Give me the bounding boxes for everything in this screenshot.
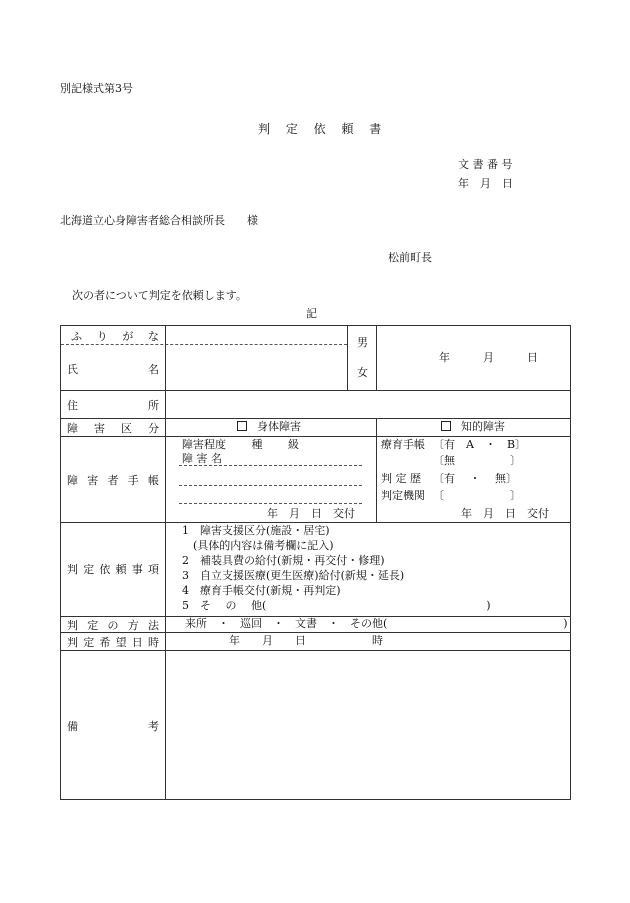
date-line: 年 月 日 [458, 177, 513, 190]
address-label: 住 所 [67, 399, 159, 412]
desired-datetime-input[interactable]: 年 月 日 時 [229, 634, 383, 647]
intellectual-disability-option[interactable]: 知的障害 [441, 420, 505, 434]
request-item-5[interactable]: 5 そ の 他( ) [182, 599, 491, 612]
name-label: 氏 名 [67, 363, 159, 376]
ryoiku-handbook-type[interactable]: 〔有 A ・ B〕 [433, 438, 527, 451]
request-item-1-note: (具体的内容は備考欄に記入) [182, 539, 334, 552]
ryoiku-handbook-none[interactable]: 〔無 〕 [433, 454, 521, 467]
request-item-3[interactable]: 3 自立支援医療(更生医療)給付(新規・延長) [182, 569, 405, 582]
physical-disability-option[interactable]: 身体障害 [237, 420, 301, 434]
checkbox-icon[interactable] [441, 421, 451, 431]
ki-label: 記 [306, 307, 317, 320]
remarks-label: 備 考 [67, 720, 159, 733]
handbook-grade: 障害程度 種 級 [182, 438, 299, 451]
handbook-disability-name: 障 害 名 [182, 452, 222, 465]
sex-female-option[interactable]: 女 [357, 366, 368, 379]
request-form-table [60, 325, 571, 800]
birth-date[interactable]: 年 月 日 [439, 351, 538, 364]
intro-text: 次の者について判定を依頼します。 [72, 289, 247, 302]
addressee: 北海道立心身障害者総合相談所長 様 [60, 214, 258, 227]
request-items-label: 判 定 依 頼 事 項 [67, 563, 159, 576]
furigana-input[interactable] [167, 327, 345, 343]
request-item-1[interactable]: 1 障害支援区分(施設・居宅) [182, 524, 330, 537]
request-item-2[interactable]: 2 補装具費の給付(新規・再交付・修理) [182, 554, 385, 567]
furigana-label: ふ り が な [71, 330, 159, 343]
method-options[interactable]: 来所 ・ 巡回 ・ 文書 ・ その他( ) [185, 617, 568, 630]
handbook-issue-date: 年 月 日 交付 [267, 507, 355, 520]
disability-class-label: 障 害 区 分 [67, 422, 159, 435]
judgment-agency-label: 判定機関 [381, 489, 425, 502]
document-number-label: 文 書 番 号 [458, 158, 513, 171]
address-input[interactable] [167, 392, 567, 416]
sex-male-option[interactable]: 男 [357, 336, 368, 349]
method-label: 判 定 の 方 法 [67, 619, 159, 632]
remarks-input[interactable] [167, 652, 567, 796]
form-number: 別記様式第3号 [60, 82, 133, 95]
judgment-history-option[interactable]: 〔有 ・ 無〕 [433, 472, 517, 485]
desired-datetime-label: 判 定 希 望 日 時 [67, 636, 159, 649]
handbook-label: 障 害 者 手 帳 [67, 474, 159, 487]
ryoiku-handbook-label: 療育手帳 [381, 438, 425, 451]
sender: 松前町長 [388, 251, 432, 264]
judgment-agency-input[interactable]: 〔 〕 [433, 489, 521, 502]
checkbox-icon[interactable] [237, 421, 247, 431]
judgment-history-label: 判 定 歴 [381, 472, 421, 485]
name-input[interactable] [167, 347, 345, 387]
ryoiku-issue-date: 年 月 日 交付 [461, 507, 549, 520]
document-title: 判 定 依 頼 書 [258, 122, 388, 136]
request-item-4[interactable]: 4 療育手帳交付(新規・再判定) [182, 584, 341, 597]
